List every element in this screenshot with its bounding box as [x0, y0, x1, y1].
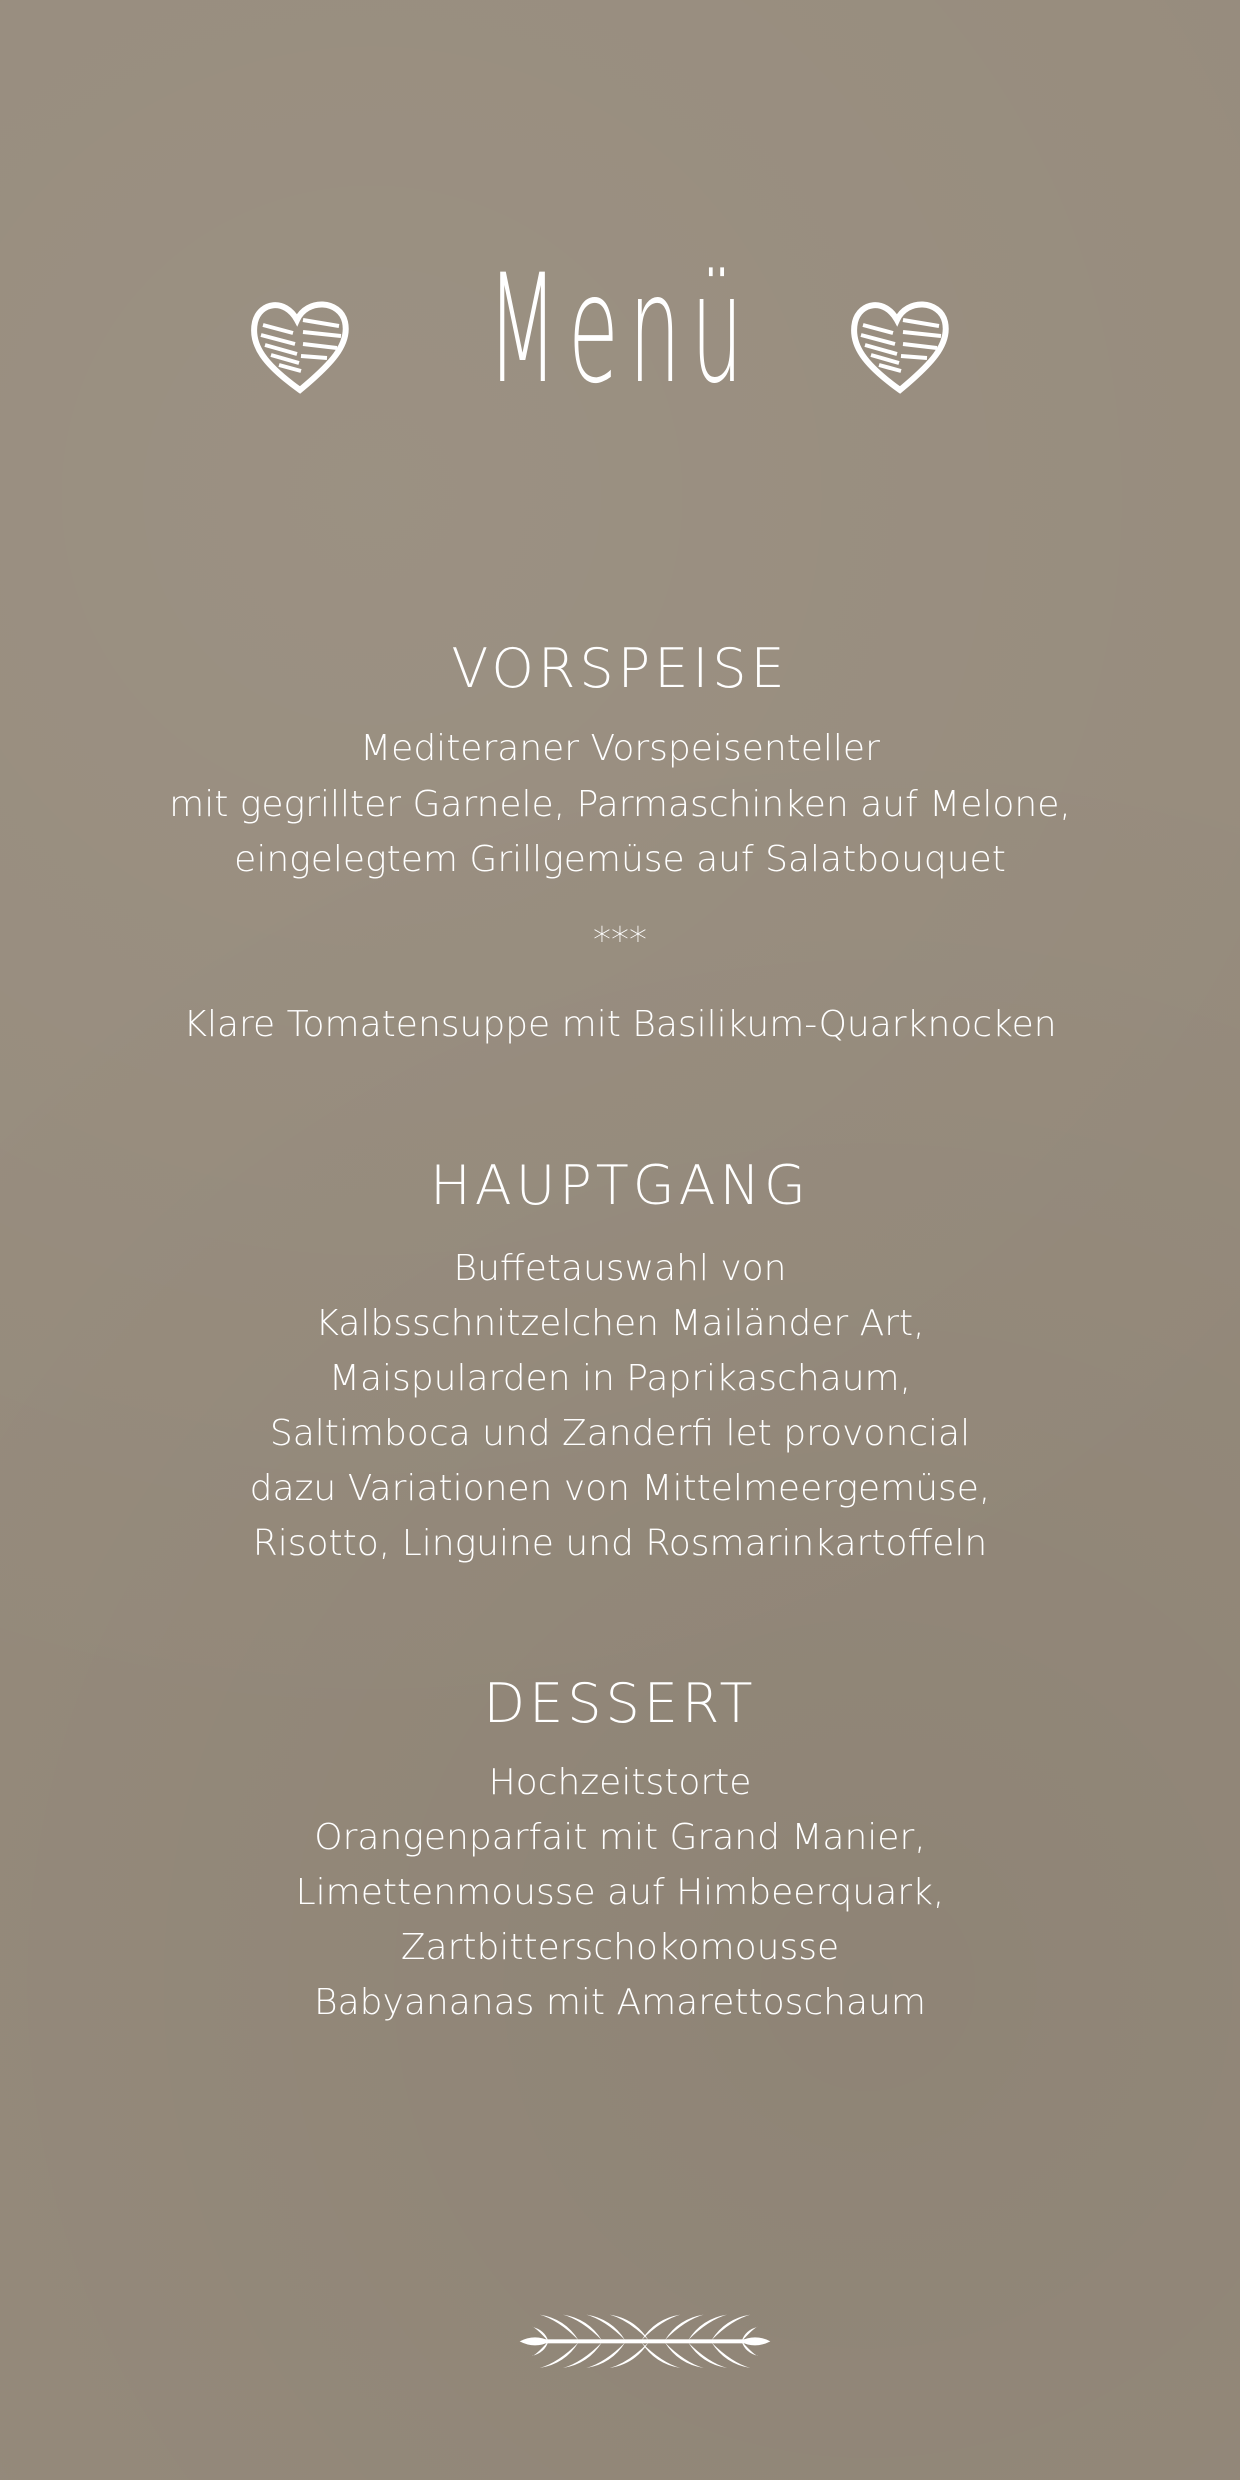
menu-line: Klare Tomatensuppe mit Basilikum-Quarknocken: [183, 1004, 1057, 1045]
menu-line: Hochzeitstorte: [488, 1762, 752, 1803]
menu-line: Risotto, Linguine und Rosmarinkartoffeln: [252, 1523, 988, 1564]
menu-line: Maispularden in Paprikaschaum,: [328, 1358, 912, 1399]
heart-icon: [845, 290, 955, 400]
menu-line: eingelegtem Grillgemüse auf Salatbouquet: [234, 839, 1006, 880]
section-heading-vorspeise: VORSPEISE: [451, 637, 789, 700]
menu-line: Buffetauswahl von: [453, 1248, 787, 1289]
menu-line: Limettenmousse auf Himbeerquark,: [295, 1872, 945, 1913]
section-heading-hauptgang: HAUPTGANG: [430, 1154, 810, 1217]
menu-line: Zartbitterschokomousse: [400, 1927, 840, 1968]
menu-line: mit gegrillter Garnele, Parmaschinken auf Melone,: [169, 784, 1071, 825]
separator: ***: [593, 920, 647, 961]
menu-line: Orangenparfait mit Grand Manier,: [314, 1817, 926, 1858]
menu-line: dazu Variationen von Mittelmeergemüse,: [249, 1468, 991, 1509]
menu-line: Saltimboca und Zanderfi let provoncial: [269, 1413, 971, 1454]
menu-line: Babyananas mit Amarettoschaum: [314, 1982, 926, 2023]
section-heading-dessert: DESSERT: [483, 1672, 757, 1735]
menu-line: Mediteraner Vorspeisenteller: [360, 728, 880, 769]
menu-title: Menü: [486, 243, 754, 417]
menu-line: Kalbsschnitzelchen Mailänder Art,: [315, 1303, 925, 1344]
leaf-branch-ornament-icon: [450, 2300, 840, 2380]
